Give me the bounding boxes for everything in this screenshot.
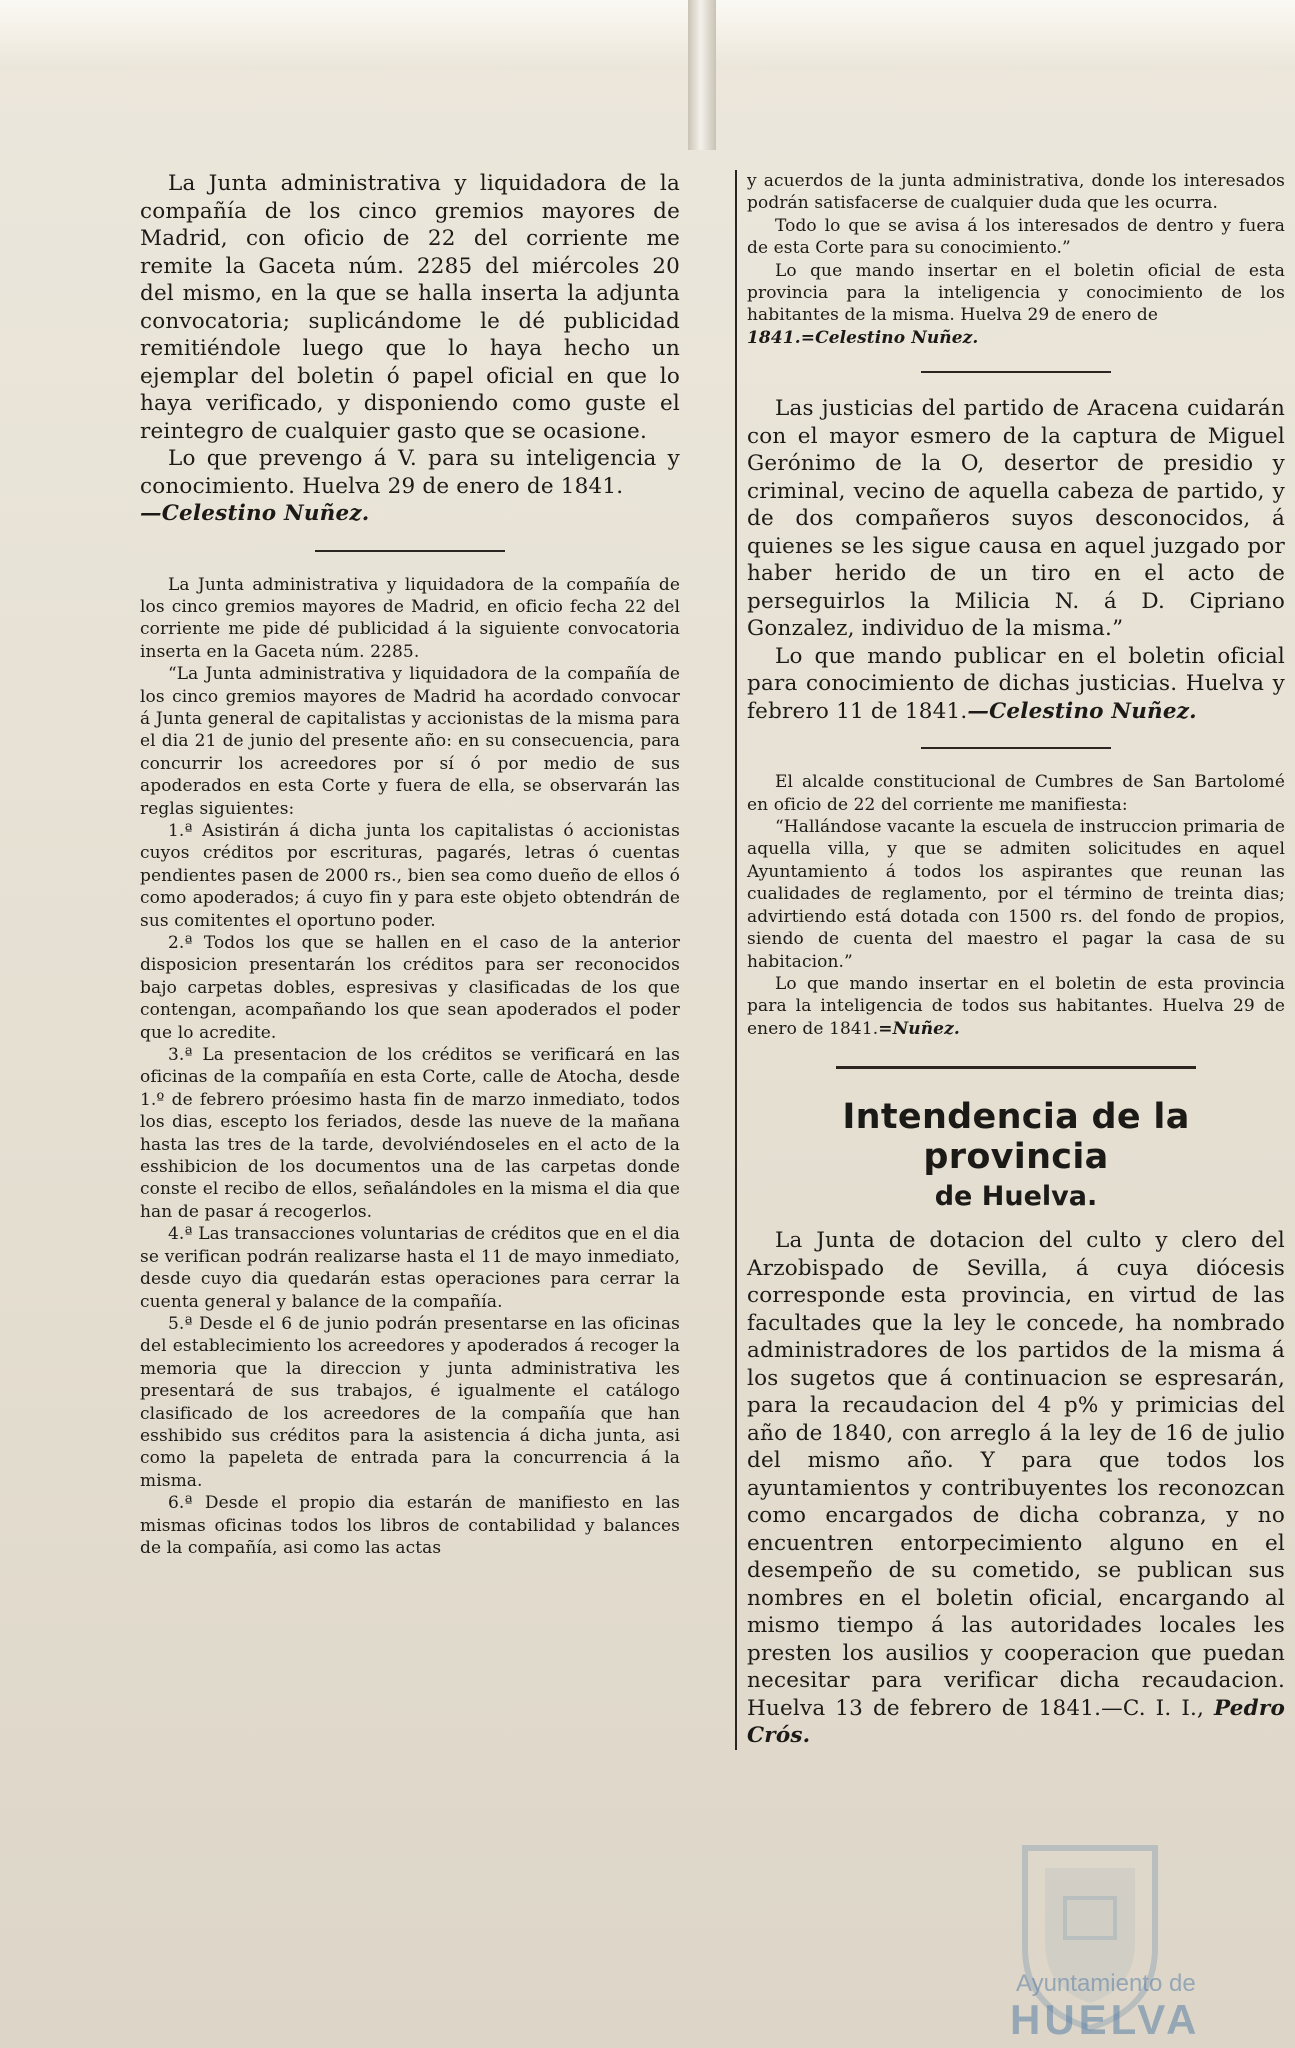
section-title: Intendencia de la provincia bbox=[842, 1097, 1190, 1178]
rule-item: 6.ª Desde el propio dia estarán de manifiesto en las mismas oficinas todos los libros de contabilidad y balances de la compañía, asi como las actas bbox=[140, 1493, 680, 1558]
signature-text: =Nuñez. bbox=[878, 1018, 960, 1039]
notice-signature bbox=[140, 500, 680, 528]
section-rule bbox=[836, 1066, 1196, 1069]
rule-item: 1.ª Asistirán á dicha junta los capitalistas ó accionistas cuyos créditos por escrituras, pagarés, letras ó cuentas pendientes pasen de 2000 rs., bien sea como dueño de ellos ó como apoderados; á cuyo fin y para este objeto obtendrán de sus comitentes el oportuno poder. bbox=[140, 820, 680, 931]
notice-gremios-2 bbox=[140, 574, 680, 1560]
intendencia-section bbox=[747, 1097, 1285, 1750]
separator-rule bbox=[921, 747, 1111, 749]
watermark-logo-text: HUELVA bbox=[1010, 1996, 1201, 2043]
right-column bbox=[735, 170, 1285, 1750]
notice-paragraph: La Junta administrativa y liquidadora de la compañía de los cinco gremios mayores de Madrid, con oficio de 22 del corriente me remite la Gaceta núm. 2285 del miércoles 20 del mismo, en la que se halla inserta la adjunta convocatoria; suplicándome le dé publicidad remitiéndole luego que lo haya hecho un ejemplar del boletin ó papel oficial en que lo haya verificado, y disponiendo como guste el reintegro de cualquier gasto que se ocasione. bbox=[140, 171, 680, 444]
signature-text: Pedro Crós. bbox=[747, 1695, 1285, 1749]
page-fold bbox=[688, 0, 716, 150]
notice-paragraph: y acuerdos de la junta administrativa, donde los interesados podrán satisfacerse de cualquier duda que les ocurra. bbox=[747, 171, 1285, 214]
section-body bbox=[747, 1227, 1285, 1750]
page-top-margin bbox=[0, 0, 1295, 70]
notice-gremios-1 bbox=[140, 170, 680, 528]
notice-aracena bbox=[747, 395, 1285, 725]
rule-item: 3.ª La presentacion de los créditos se verificará en las oficinas de la compañía en esta Corte, calle de Atocha, desde 1.º de febrero próesimo hasta fin de marzo inmediato, todos los dias, escepto los feriados, desde las nueve de la mañana hasta las tres de la tarde, devolviéndoseles en el acto de la esshibicion de los documentos una de las carpetas donde conste el recibo de ellos, señalándoles en la misma el dia que han de pasar á recogerlos. bbox=[140, 1045, 680, 1222]
notice-paragraph: El alcalde constitucional de Cumbres de San Bartolomé en oficio de 22 del corriente me manifiesta: bbox=[747, 772, 1285, 815]
separator-rule bbox=[315, 550, 505, 552]
notice-text: Lo que prevengo á V. para su inteligencia y conocimiento. Huelva 29 de enero de 1841. bbox=[140, 446, 680, 499]
notice-paragraph: Lo que mando insertar en el boletin oficial de esta provincia para la inteligencia y conocimiento de los habitantes de la misma. Huelva 29 de enero de bbox=[747, 260, 1285, 326]
watermark-text: Ayuntamiento de bbox=[1016, 1970, 1196, 1997]
section-text: La Junta de dotacion del culto y clero del Arzobispado de Sevilla, á cuya diócesis corresponde esta provincia, en virtud de las facultades que la ley le concede, ha nombrado administradores de los partidos de la misma á los sugetos que á continuacion se espresarán, para la recaudacion del 4 p% y primicias del año de 1840, con arreglo á la ley de 16 de julio del mismo año. Y para que todos los ayuntamientos y contribuyentes los reconozcan como encargados de dicha cobranza, y no encuentren entorpecimiento alguno en el desempeño de su cometido, se publican sus nombres en el boletin oficial, encargando al mismo tiempo á las autoridades locales les presten los ausilios y cooperacion que puedan necesitar para verificar dicha recaudacion. Huelva 13 de febrero de 1841.—C. I. I., bbox=[747, 1228, 1285, 1721]
signature-text: —Celestino Nuñez. bbox=[140, 501, 370, 526]
rule-item: 4.ª Las transacciones voluntarias de créditos que en el dia se verifican podrán realizarse hasta el 11 de mayo inmediato, desde cuyo dia quedarán estas operaciones para cerrar la cuenta general y balance de la compañía. bbox=[140, 1224, 680, 1312]
notice-paragraph bbox=[747, 643, 1285, 726]
notice-paragraph: “Hallándose vacante la escuela de instruccion primaria de aquella villa, y que se admiten solicitudes en aquel Ayuntamiento á todos los aspirantes que reunan las cualidades de reglamento, por el término de treinta dias; advirtiendo está dotada con 1500 rs. del fondo de propios, siendo de cuenta del maestro el pagar la casa de su habitacion.” bbox=[747, 817, 1285, 972]
signature-text: 1841.=Celestino Nuñez. bbox=[747, 327, 979, 348]
notice-signature bbox=[747, 327, 1285, 349]
notice-paragraph: Las justicias del partido de Aracena cuidarán con el mayor esmero de la captura de Miguel Gerónimo de la O, desertor de presidio y criminal, vecino de aquella cabeza de partido, y de dos compañeros suyos desconocidos, á quienes se les sigue causa en aquel juzgado por haber herido de un tiro en el acto de perseguirlos la Milicia N. á D. Cipriano Gonzalez, individuo de la misma.” bbox=[747, 396, 1285, 642]
left-column bbox=[140, 170, 680, 1559]
separator-rule bbox=[921, 371, 1111, 373]
notice-paragraph bbox=[747, 973, 1285, 1040]
section-subtitle: de Huelva. bbox=[934, 1181, 1098, 1213]
notice-cumbres bbox=[747, 771, 1285, 1040]
rule-item: 2.ª Todos los que se hallen en el caso de la anterior disposicion presentarán los créditos para ser reconocidos bajo carpetas dobles, espresivas y clasificadas de los que contengan, acompañando los que sean apoderados el poder que lo acredite. bbox=[140, 933, 680, 1043]
rule-item: 5.ª Desde el 6 de junio podrán presentarse en las oficinas del establecimiento los acreedores y apoderados á recoger la memoria que la direccion y junta administrativa les presentará de sus trabajos, é igualmente el catálogo clasificado de los acreedores de la compañía que han esshibido sus créditos para la asistencia á dicha junta, asi como la papeleta de entrada para la concurrencia á la misma. bbox=[140, 1313, 680, 1491]
notice-text: Lo que mando publicar en el boletin oficial para conocimiento de dichas justicias. Huelva y febrero 11 de 1841. bbox=[747, 643, 1285, 724]
signature-text: —Celestino Nuñez. bbox=[967, 698, 1197, 724]
notice-intro: La Junta administrativa y liquidadora de la compañía de los cinco gremios mayores de Madrid, en oficio fecha 22 del corriente me pide dé publicidad á la siguiente convocatoria inserta en la Gaceta núm. 2285. bbox=[140, 574, 680, 662]
notice-paragraph bbox=[140, 445, 680, 500]
notice-text: Lo que mando insertar en el boletin de esta provincia para la inteligencia de todos sus habitantes. Huelva 29 de enero de 1841. bbox=[747, 973, 1285, 1039]
notice-paragraph: Todo lo que se avisa á los interesados de dentro y fuera de esta Corte para su conocimiento.” bbox=[747, 215, 1285, 259]
notice-continuation bbox=[747, 170, 1285, 349]
convocatoria-quote: “La Junta administrativa y liquidadora de la compañía de los cinco gremios mayores de Madrid ha acordado convocar á Junta general de capitalistas y accionistas de la misma para el dia 21 de junio del presente año: en su consecuencia, para concurrir los acreedores por sí ó por medio de sus apoderados en esta Corte y fuera de ella, se observarán las reglas siguientes: bbox=[140, 664, 680, 819]
